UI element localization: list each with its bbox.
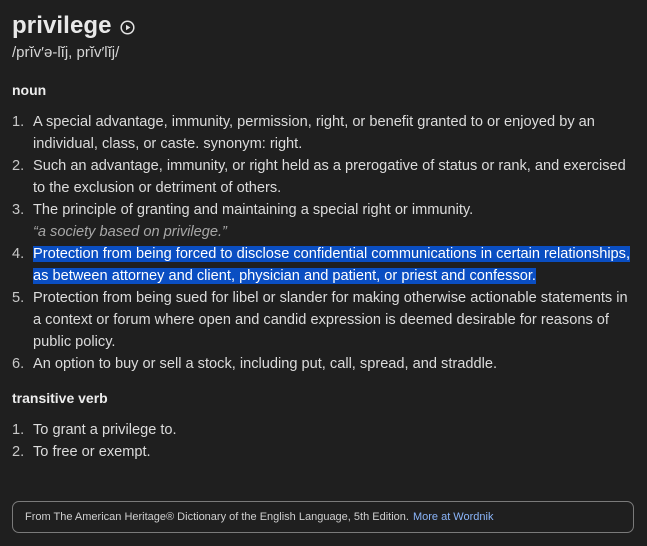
definition-text: An option to buy or sell a stock, including put, call, spread, and straddle.: [33, 356, 498, 372]
definition-item: [12, 111, 637, 155]
definition-text: To grant a privilege to.: [33, 422, 177, 438]
headword: privilege: [12, 12, 112, 39]
play-circle-icon[interactable]: [120, 20, 135, 35]
pronunciation: /prĭv′ə-lĭj, prĭv′lĭj/: [12, 44, 120, 61]
definition-item: [12, 243, 637, 287]
definition-text: The principle of granting and maintaining a special right or immunity.: [33, 202, 474, 218]
definition-item: [12, 287, 637, 353]
definition-item: [12, 353, 637, 375]
definition-item: [12, 199, 637, 243]
definition-number: 5.: [12, 290, 25, 306]
selected-definition-text[interactable]: Protection from being forced to disclose confidential communications in certain relationships, as between attorney and client, physician and patient, or priest and confessor.: [33, 246, 631, 284]
part-of-speech-noun: noun: [12, 82, 47, 98]
definition-list-noun: [12, 111, 637, 375]
definition-text: Protection from being sued for libel or slander for making otherwise actionable statements in a context or forum where open and candid expression is deemed desirable for reasons of public policy.: [33, 290, 628, 350]
wordnik-link[interactable]: More at Wordnik: [412, 511, 494, 523]
part-of-speech-verb: transitive verb: [12, 390, 108, 406]
definition-text: Such an advantage, immunity, or right held as a prerogative of status or rank, and exercised to the exclusion or detriment of others.: [33, 158, 626, 196]
definition-number: 2.: [12, 158, 25, 174]
definition-example: “a society based on privilege.”: [33, 224, 227, 240]
definition-item: [12, 419, 637, 441]
definition-number: 3.: [12, 202, 25, 218]
attribution-source: From The American Heritage® Dictionary of the English Language, 5th Edition.: [25, 511, 409, 523]
dictionary-card: [12, 10, 637, 463]
definition-list-verb: [12, 419, 637, 463]
definition-number: 1.: [12, 422, 25, 438]
definition-number: 1.: [12, 114, 25, 130]
definition-text: To free or exempt.: [33, 444, 151, 460]
definition-item: [12, 155, 637, 199]
title-row: [12, 10, 637, 42]
definition-item: [12, 441, 637, 463]
definition-number: 6.: [12, 356, 25, 372]
attribution-box: [12, 501, 634, 533]
definition-number: 2.: [12, 444, 25, 460]
definition-number: 4.: [12, 246, 25, 262]
definition-text: A special advantage, immunity, permission, right, or benefit granted to or enjoyed by an individual, class, or caste. synonym: right.: [33, 114, 595, 152]
